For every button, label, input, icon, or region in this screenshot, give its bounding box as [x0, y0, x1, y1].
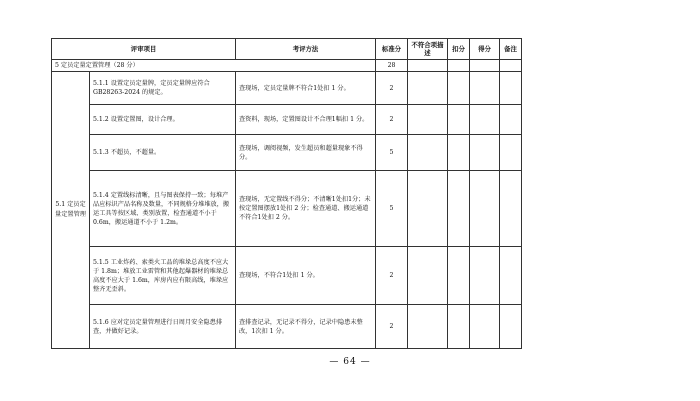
header-get: 得分 [470, 39, 500, 60]
header-nonconform: 不符合项描述 [408, 39, 448, 60]
row-method: 查现场，调阅视频，发生超员和超量现象不得分。 [236, 135, 376, 171]
row-method: 查现场，定员定量牌不符合1处扣 1 分。 [236, 72, 376, 105]
section-row [52, 60, 522, 72]
row-method: 查现场，无定置线不得分；不清晰1处扣1分；未按定置图摆放1处扣 2 分；检查通道、搬运通道不符合1处扣 2 分。 [236, 171, 376, 247]
row-method: 查排查记录，无记录不得分，记录中隐患未整改，1次扣 1 分。 [236, 305, 376, 349]
table-row [52, 247, 522, 305]
table-row [52, 171, 522, 247]
row-score: 5 [376, 171, 408, 247]
row-content: 5.1.2 设置定置图，设计合理。 [90, 105, 236, 135]
row-method: 查现场，不符合1处扣 1 分。 [236, 247, 376, 305]
row-score: 5 [376, 135, 408, 171]
row-content: 5.1.3 不超员，不超量。 [90, 135, 236, 171]
page-number: — 64 — [329, 357, 371, 367]
header-remark: 备注 [500, 39, 522, 60]
group-label: 5.1 定员定量定置管理 [52, 72, 90, 349]
header-deduct: 扣分 [448, 39, 470, 60]
table-row [52, 305, 522, 349]
row-content: 5.1.4 定置线标清晰，且与图表保持一致；每堆产品应标识产品名称及数量，不同规格分堆堆放，搬运工具等按区域、类别放置，检查通道不小于 0.6m，搬运通道不小于 1.2m。 [90, 171, 236, 247]
row-score: 2 [376, 305, 408, 349]
row-content: 5.1.1 设置定员定量牌，定员定量牌应符合 GB28263-2024 的规定。 [90, 72, 236, 105]
evaluation-table [51, 38, 522, 349]
row-score: 2 [376, 72, 408, 105]
table-row [52, 72, 522, 105]
row-method: 查资料，现场，定置图设计不合理1幅扣 1 分。 [236, 105, 376, 135]
row-score: 2 [376, 247, 408, 305]
table-row [52, 135, 522, 171]
table-row [52, 105, 522, 135]
section-title: 5 定员定量定置管理（28 分） [52, 60, 376, 72]
header-method: 考评方法 [236, 39, 376, 60]
row-score: 2 [376, 105, 408, 135]
row-content: 5.1.5 工业炸药、索类火工品的堆垛总高度不应大于 1.8m；堆放工业雷管和其他起爆器材的堆垛总高度不应大于 1.6m，库房内应有限高线，堆垛应整齐无歪斜。 [90, 247, 236, 305]
header-score: 标准分 [376, 39, 408, 60]
row-content: 5.1.6 应对定员定量管理进行日周月安全隐患排查，并做好记录。 [90, 305, 236, 349]
section-score: 28 [376, 60, 408, 72]
header-item: 评审项目 [52, 39, 236, 60]
table-header-row [52, 39, 522, 60]
